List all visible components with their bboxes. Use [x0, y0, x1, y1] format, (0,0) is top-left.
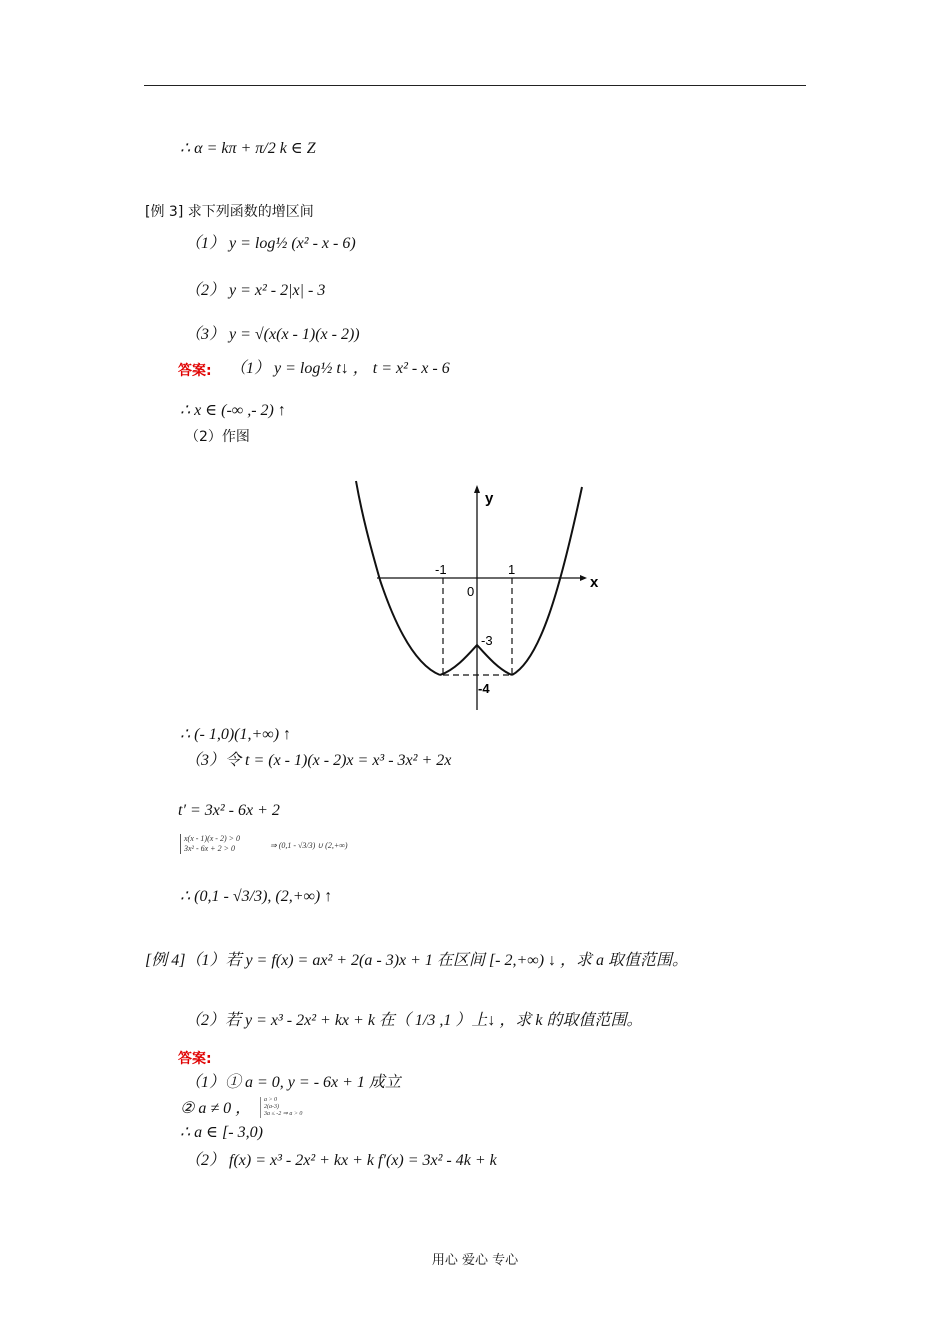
answer-4-case2: ② a ≠ 0 ， — [180, 1100, 252, 1117]
answer-label-4: 答案: — [178, 1051, 212, 1067]
system-result: ⇒ (0,1 - √3/3) ∪ (2,+∞) — [270, 841, 348, 850]
x-axis-arrow — [580, 575, 587, 581]
answer-3-part2-result: ∴ (- 1,0)(1,+∞) ↑ — [180, 726, 292, 743]
example-4-q1: [例 4]（1）若 y = f(x) = ax² + 2(a - 3)x + 1 在区间 [- 2,+∞) ↓ ，求 a 取值范围。 — [145, 952, 689, 969]
answer-4-system-line-3: 3a ≤ -2 ⇒ a > 0 — [264, 1111, 303, 1117]
system-line-2: 3x² - 6x + 2 > 0 — [184, 844, 235, 853]
system-line-1: x(x - 1)(x - 2) > 0 — [184, 834, 241, 843]
tick-neg1-label: -1 — [435, 562, 447, 577]
answer-3-part1-result: ∴ x ∈ (-∞ ,- 2) ↑ — [180, 402, 286, 419]
example-4-q2: （2）若 y = x³ - 2x² + kx + k 在（ 1/3 ,1 ）上↓ ，求 k 的取值范围。 — [185, 1012, 643, 1029]
example-3-q1: （1） y = log½ (x² - x - 6) — [185, 235, 356, 252]
example-3-q2: （2） y = x² - 2|x| - 3 — [185, 282, 326, 299]
answer-3-system — [180, 834, 240, 854]
answer-4-part2: （2） f(x) = x³ - 2x² + kx + k f′(x) = 3x² - 4k + k — [185, 1152, 497, 1169]
x-axis-label: x — [590, 574, 599, 591]
answer-3-part2: （2）作图 — [185, 429, 250, 445]
answer-3-part3-result: ∴ (0,1 - √3/3), (2,+∞) ↑ — [180, 888, 333, 905]
answer-4-system-line-1: a > 0 — [264, 1097, 278, 1103]
header-rule — [144, 85, 806, 86]
answer-3-derivative: t′ = 3x² - 6x + 2 — [178, 802, 280, 819]
label-neg4: -4 — [478, 681, 490, 696]
tick-pos1-label: 1 — [508, 562, 516, 577]
y-axis-label: y — [485, 490, 494, 507]
line-alpha-solution: ∴ α = kπ + π/2 k ∈ Z — [180, 140, 316, 157]
example-3-title: [例 3] 求下列函数的增区间 — [145, 204, 314, 220]
answer-3-part3: （3）令 t = (x - 1)(x - 2)x = x³ - 3x² + 2x — [185, 752, 452, 769]
answer-4-system-line-2: 2(a-3) — [264, 1104, 279, 1110]
answer-4-result: ∴ a ∈ [- 3,0) — [180, 1124, 263, 1141]
curve-middle — [440, 645, 512, 675]
y-axis-arrow — [474, 485, 480, 493]
answer-4-case1: （1）① a = 0, y = - 6x + 1 成立 — [185, 1074, 401, 1091]
answer-4-system — [260, 1097, 302, 1118]
example-3-q3: （3） y = √(x(x - 1)(x - 2)) — [185, 326, 360, 343]
answer-label-3: 答案: — [178, 363, 212, 379]
curve-right-branch — [512, 487, 582, 675]
label-neg3: -3 — [481, 633, 493, 648]
answer-3-part1: （1） y = log½ t↓ ， t = x² - x - 6 — [230, 360, 450, 377]
function-graph — [340, 475, 610, 715]
origin-label: 0 — [467, 584, 475, 599]
page-footer: 用心 爱心 专心 — [431, 1253, 519, 1268]
